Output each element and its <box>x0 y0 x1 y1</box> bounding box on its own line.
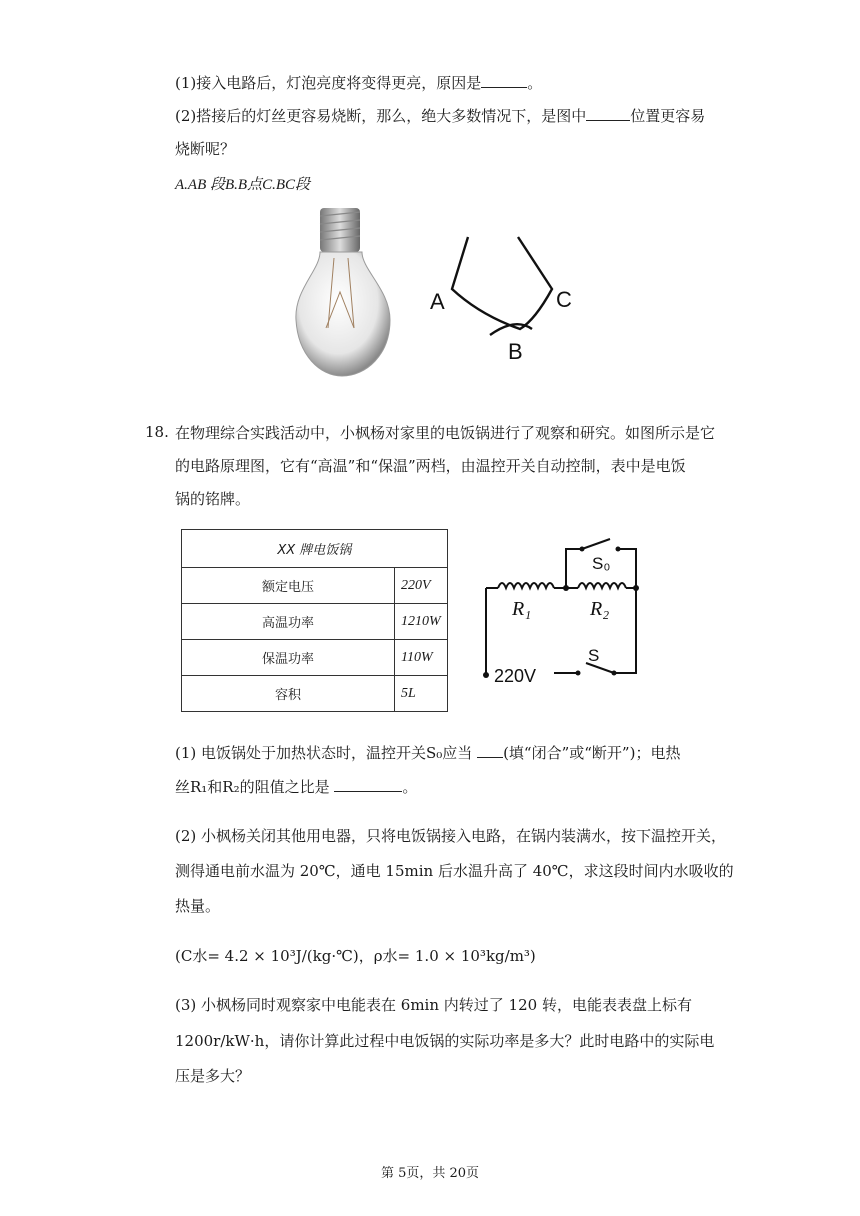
q18-sub1-line1 <box>175 743 680 763</box>
answer-blank <box>477 743 503 758</box>
q18-sub3-line2: 1200r/kW·h，请你计算此过程中电饭锅的实际功率是多大？此时电路中的实际电 <box>175 1032 715 1050</box>
voltage-label: 220V <box>494 666 537 686</box>
answer-blank <box>334 777 402 792</box>
q17-part1 <box>175 73 542 93</box>
table-key: 保温功率 <box>182 640 395 676</box>
q18-constants: (C水= 4.2 × 10³J/(kg·℃)，ρ水= 1.0 × 10³kg/m³) <box>175 947 536 965</box>
q18-sub1-text: (1) 电饭锅处于加热状态时，温控开关S₀应当 <box>175 744 478 762</box>
nameplate-table <box>181 529 448 712</box>
question-number: 18. <box>145 423 169 441</box>
q18-sub3-line1: (3) 小枫杨同时观察家中电能表在 6min 内转过了 120 转，电能表表盘上标有 <box>175 996 692 1014</box>
light-bulb-image <box>290 200 400 380</box>
table-row <box>182 604 448 640</box>
q17-part2 <box>175 106 705 126</box>
answer-blank <box>481 73 527 88</box>
q18-sub1-line2 <box>175 777 417 797</box>
circuit-diagram <box>478 535 648 695</box>
table-value: 5L <box>395 676 448 712</box>
r1-label: R₁ <box>512 598 532 620</box>
table-value: 110W <box>395 640 448 676</box>
table-value: 1210W <box>395 604 448 640</box>
table-value: 220V <box>395 568 448 604</box>
s0-label: S₀ <box>592 554 611 573</box>
table-key: 高温功率 <box>182 604 395 640</box>
q18-intro-3: 锅的铭牌。 <box>175 490 251 508</box>
q18-sub2-line1: (2) 小枫杨关闭其他用电器，只将电饭锅接入电路，在锅内装满水，按下温控开关， <box>175 827 727 845</box>
table-row <box>182 676 448 712</box>
s-label: S <box>588 646 600 665</box>
label-c: C <box>556 287 572 312</box>
table-row <box>182 640 448 676</box>
q17-part2-text: (2)搭接后的灯丝更容易烧断，那么，绝大多数情况下，是图中 <box>175 107 587 125</box>
table-row <box>182 530 448 568</box>
q18-intro-1: 在物理综合实践活动中，小枫杨对家里的电饭锅进行了观察和研究。如图所示是它 <box>175 424 716 442</box>
table-row <box>182 568 448 604</box>
q17-part1-end: 。 <box>527 74 543 92</box>
q18-sub1-text-d: 。 <box>402 778 418 796</box>
q17-options: A.AB 段B.B点C.BC段 <box>175 177 310 193</box>
filament-diagram <box>420 225 590 365</box>
q18-sub3-line3: 压是多大？ <box>175 1067 251 1085</box>
q18-intro-2: 的电路原理图，它有“高温”和“保温”两档，由温控开关自动控制，表中是电饭 <box>175 457 686 475</box>
q18-sub1-text-c: 丝R₁和R₂的阻值之比是 <box>175 778 335 796</box>
q17-part2-text-b: 位置更容易 <box>630 107 706 125</box>
label-a: A <box>430 289 445 314</box>
table-key: 容积 <box>182 676 395 712</box>
q17-part2-cont: 烧断呢？ <box>175 140 236 158</box>
page-number: 第 5页，共 20页 <box>380 1166 480 1181</box>
label-b: B <box>508 339 523 364</box>
q17-part1-text: (1)接入电路后，灯泡亮度将变得更亮，原因是 <box>175 74 482 92</box>
q18-sub2-line2: 测得通电前水温为 20℃，通电 15min 后水温升高了 40℃，求这段时间内水吸收的 <box>175 862 734 880</box>
table-title: XX 牌电饭锅 <box>182 530 448 568</box>
table-key: 额定电压 <box>182 568 395 604</box>
q18-sub1-text-b: (填“闭合”或“断开”)；电热 <box>503 744 681 762</box>
r2-label: R₂ <box>590 598 610 620</box>
q18-sub2-line3: 热量。 <box>175 897 221 915</box>
answer-blank <box>586 106 630 121</box>
